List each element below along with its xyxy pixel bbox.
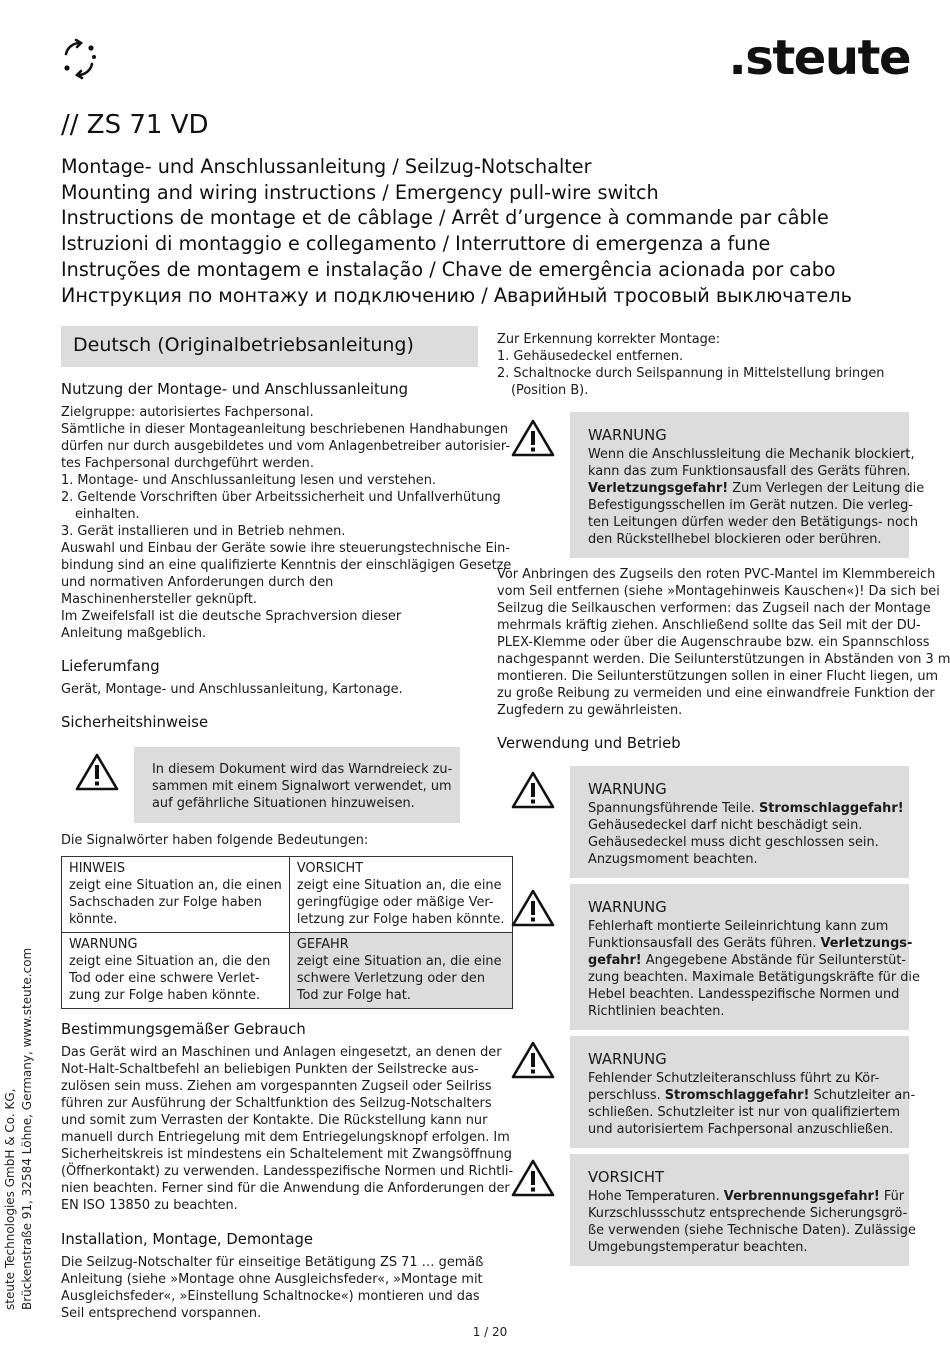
intended-use-line: Das Gerät wird an Maschinen und Anlagen eingesetzt, an denen der: [61, 1045, 502, 1060]
intended-use-section: [61, 1020, 513, 1214]
warning-title: WARNUNG: [588, 1051, 667, 1068]
warning-triangle-icon: [74, 752, 120, 792]
intended-use-line: EN ISO 13850 zu beachten.: [61, 1198, 238, 1213]
rope-line: vom Seil entfernen (siehe »Montagehinweis Kauschen«)! Da sich bei: [497, 584, 940, 599]
subtitle-it: Istruzioni di montaggio e collegamento / Interruttore di emergenza a fune: [61, 232, 771, 256]
caution-line: [588, 1188, 909, 1205]
caution-text: Hohe Temperaturen.: [588, 1189, 724, 1204]
warning-line: schließen. Schutzleiter ist nur von qualifiziertem: [588, 1105, 901, 1120]
rope-line: PLEX-Klemme oder über die Augenschraube bzw. ein Spannschloss: [497, 635, 930, 650]
intended-use-line: Not-Halt-Schaltbefehl an beliebigen Punkten der Seilstrecke aus-: [61, 1062, 479, 1077]
warning-line: Anzugsmoment beachten.: [588, 852, 758, 867]
warning-box-rope: [570, 884, 920, 1030]
signal-word-table: [61, 856, 513, 1009]
safety-section: [61, 713, 208, 733]
intended-use-line: Sicherheitskreis ist mindestens ein Schaltelement mit Zwangsöffnung: [61, 1147, 512, 1162]
warning-line: und autorisiertem Fachpersonal anzuschließen.: [588, 1122, 894, 1137]
check-line: 1. Gehäusedeckel entfernen.: [497, 349, 684, 364]
installation-line: Anleitung (siehe »Montage ohne Ausgleichsfeder«, »Montage mit: [61, 1272, 483, 1287]
warning-line: Fehlender Schutzleiteranschluss führt zu Kör-: [588, 1071, 880, 1086]
warning-line: kann das zum Funktionsausfall des Geräts führen.: [588, 464, 911, 479]
caution-text: Für: [879, 1189, 905, 1204]
intended-use-line: manuell durch Entriegelung mit dem Entriegelungsknopf erfolgen. Im: [61, 1130, 510, 1145]
warning-triangle-icon: [510, 418, 556, 458]
warning-box-cable: [570, 412, 925, 558]
page-number: 1 / 20: [472, 1325, 508, 1339]
warning-line: Fehlerhaft montierte Seileinrichtung kann zum: [588, 919, 889, 934]
installation-line: Die Seilzug-Notschalter für einseitige Betätigung ZS 71 … gemäß: [61, 1255, 484, 1270]
warning-text: perschluss.: [588, 1088, 665, 1103]
warning-text: Angegebene Abstände für Seilunterstüt-: [641, 953, 907, 968]
caution-title: VORSICHT: [588, 1169, 665, 1186]
warning-triangle-icon: [510, 1040, 556, 1080]
installation-line: Seil entsprechend vorspannen.: [61, 1306, 262, 1321]
warning-line: Wenn die Anschlussleitung die Mechanik blockiert,: [588, 447, 915, 462]
table-row: [62, 857, 513, 933]
signal-intro: [61, 832, 368, 849]
signal-desc: Tod zur Folge hat.: [296, 988, 411, 1003]
signal-desc: schwere Verletzung oder den: [296, 971, 486, 986]
usage-heading: Nutzung der Montage- und Anschlussanleitung: [61, 381, 408, 398]
usage-section: [61, 380, 511, 642]
installation-heading: Installation, Montage, Demontage: [61, 1231, 314, 1248]
company-name: steute Technologies GmbH & Co. KG,: [3, 1088, 17, 1310]
warning-line: Gehäusedeckel muss dicht geschlossen sein.: [588, 835, 879, 850]
safety-info-line: auf gefährliche Situationen hinzuweisen.: [152, 796, 415, 811]
warning-line: [588, 480, 925, 497]
rope-line: Seilzug die Seilkauschen verformen: das Zugseil nach der Montage: [497, 601, 931, 616]
intended-use-line: zulösen sein muss. Ziehen am vorgespannten Zugseil oder Seilriss: [61, 1079, 492, 1094]
hazard-text: Verletzungs-: [820, 936, 913, 951]
warning-line: Gehäusedeckel darf nicht beschädigt sein.: [588, 818, 863, 833]
warning-text: Schutzleiter an-: [809, 1088, 916, 1103]
warning-box-voltage: [570, 766, 909, 878]
brand-logo: .steute: [728, 30, 910, 86]
safety-info-box: [134, 747, 460, 823]
subtitle-list: [61, 154, 921, 308]
usage-line: 1. Montage- und Anschlussanleitung lesen und verstehen.: [61, 473, 436, 488]
warning-line: [588, 1087, 916, 1104]
usage-line: bindung sind an eine qualifizierte Kenntnis der einschlägigen Gesetze: [61, 558, 512, 573]
language-header: [61, 326, 478, 367]
warning-triangle-icon: [510, 888, 556, 928]
signal-intro-text: Die Signalwörter haben folgende Bedeutungen:: [61, 833, 369, 848]
warning-line: Richtlinien beachten.: [588, 1004, 725, 1019]
intended-use-line: und somit zum Verrasten der Kontakte. Die Rückstellung kann nur: [61, 1113, 488, 1128]
safety-info-line: In diesem Dokument wird das Warndreieck zu-: [152, 762, 453, 777]
subtitle-ru: Инструкция по монтажу и подключению / Аварийный тросовый выключатель: [61, 283, 852, 307]
warning-title: WARNUNG: [588, 781, 667, 798]
signal-word: HINWEIS: [69, 861, 126, 876]
scope-section: [61, 657, 403, 698]
signal-desc: zeigt eine Situation an, die eine: [296, 954, 502, 969]
warning-box-earth: [570, 1036, 916, 1148]
hazard-text: Stromschlaggefahr!: [758, 801, 904, 816]
warning-line: ten Leitungen dürfen weder den Betätigungs- noch: [588, 515, 919, 530]
warning-line: zung beachten. Maximale Betätigungskräfte für die: [588, 970, 920, 985]
hazard-text: Verletzungsgefahr!: [588, 481, 729, 496]
check-line: 2. Schaltnocke durch Seilspannung in Mittelstellung bringen: [497, 366, 885, 381]
warning-line: [588, 800, 909, 817]
warning-text: Zum Verlegen der Leitung die: [728, 481, 925, 496]
safety-heading: Sicherheitshinweise: [61, 714, 209, 731]
rope-line: nachgespannt werden. Die Seilunterstützungen in Abständen von 3 m: [497, 652, 950, 667]
company-imprint: [2, 947, 42, 1310]
subtitle-pt: Instruções de montagem e instalação / Chave de emergência acionada por cabo: [61, 257, 836, 281]
operation-section: [497, 734, 681, 754]
signal-cell-vorsicht: [289, 857, 512, 933]
usage-line: tes Fachpersonal durchgeführt werden.: [61, 456, 314, 471]
rope-section: [497, 566, 950, 719]
intended-use-line: nien beachten. Ferner sind für die Anwendung die Anforderungen der: [61, 1181, 510, 1196]
installation-section: [61, 1230, 483, 1322]
usage-line: Anleitung maßgeblich.: [61, 626, 207, 641]
caution-line: ße verwenden (siehe Technische Daten). Zulässige: [588, 1223, 916, 1238]
signal-desc: geringfügige oder mäßige Ver-: [296, 895, 494, 910]
safety-info-line: sammen mit einem Signalwort verwendet, um: [152, 779, 452, 794]
check-line: Zur Erkennung korrekter Montage:: [497, 332, 721, 347]
hazard-text: Stromschlaggefahr!: [664, 1088, 810, 1103]
warning-triangle-icon: [510, 770, 556, 810]
table-row: [62, 933, 513, 1009]
signal-desc: letzung zur Folge haben könnte.: [296, 912, 505, 927]
usage-line: einhalten.: [75, 507, 140, 522]
warning-text: Spannungsführende Teile.: [588, 801, 759, 816]
signal-desc: Tod oder eine schwere Verlet-: [69, 971, 260, 986]
signal-desc: zeigt eine Situation an, die den: [69, 954, 271, 969]
signal-desc: zung zur Folge haben könnte.: [69, 988, 261, 1003]
signal-desc: könnte.: [69, 912, 118, 927]
signal-word: GEFAHR: [296, 937, 349, 952]
installation-line: Ausgleichsfeder«, »Einstellung Schaltnocke«) montieren und das: [61, 1289, 480, 1304]
usage-line: Im Zweifelsfall ist die deutsche Sprachversion dieser: [61, 609, 402, 624]
hazard-text: Verbrennungsgefahr!: [723, 1189, 880, 1204]
document-title: // ZS 71 VD: [61, 110, 209, 140]
usage-line: Sämtliche in dieser Montageanleitung beschriebenen Handhabungen: [61, 422, 509, 437]
intended-use-line: führen zur Ausführung der Schaltfunktion des Seilzug-Notschalters: [61, 1096, 492, 1111]
subtitle-fr: Instructions de montage et de câblage / Arrêt d’urgence à commande par câble: [61, 206, 829, 230]
scope-text: Gerät, Montage- und Anschlussanleitung, Kartonage.: [61, 682, 403, 697]
usage-line: Auswahl und Einbau der Geräte sowie ihre steuerungstechnische Ein-: [61, 541, 511, 556]
intended-use-line: (Öffnerkontakt) zu verwenden. Landesspezifische Normen und Richtli-: [61, 1164, 514, 1179]
usage-line: dürfen nur durch ausgebildetes und vom Anlagenbetreiber autorisier-: [61, 439, 510, 454]
usage-line: Zielgruppe: autorisiertes Fachpersonal.: [61, 405, 314, 420]
rope-line: montieren. Die Seilunterstützungen sollen in einer Flucht liegen, um: [497, 669, 939, 684]
signal-word: WARNUNG: [69, 937, 138, 952]
subtitle-de: Montage- und Anschlussanleitung / Seilzug-Notschalter: [61, 155, 592, 178]
warning-triangle-icon: [510, 1158, 556, 1198]
warning-title: WARNUNG: [588, 427, 667, 444]
signal-desc: zeigt eine Situation an, die einen: [69, 878, 282, 893]
check-section: [497, 331, 884, 399]
subtitle-en: Mounting and wiring instructions / Emergency pull-wire switch: [61, 180, 659, 204]
language-header-label: Deutsch (Originalbetriebsanleitung): [73, 334, 414, 356]
usage-line: und normativen Anforderungen durch den: [61, 575, 334, 590]
warning-title: WARNUNG: [588, 899, 667, 916]
signal-desc: zeigt eine Situation an, die eine: [296, 878, 502, 893]
caution-line: Umgebungstemperatur beachten.: [588, 1240, 808, 1255]
rope-line: mehrmals kräftig ziehen. Anschließend sollte das Seil mit der DU-: [497, 618, 921, 633]
rope-line: zu große Reibung zu vermeiden und eine einwandfreie Funktion der: [497, 686, 935, 701]
hazard-text: gefahr!: [588, 953, 642, 968]
signal-cell-warnung: [62, 933, 290, 1009]
usage-line: 3. Gerät installieren und in Betrieb nehmen.: [61, 524, 346, 539]
warning-line: den Rückstellhebel blockieren oder berühren.: [588, 532, 882, 547]
caution-line: Kurzschlussschutz entsprechende Sicherungsgrö-: [588, 1206, 908, 1221]
warning-line: Hebel beachten. Landesspezifische Normen und: [588, 987, 900, 1002]
company-address: Brückenstraße 91, 32584 Löhne, Germany, www.steute.com: [20, 947, 34, 1310]
usage-line: Maschinenhersteller geknüpft.: [61, 592, 258, 607]
intended-use-heading: Bestimmungsgemäßer Gebrauch: [61, 1021, 306, 1038]
warning-line: [588, 952, 909, 969]
warning-line: Befestigungsschellen im Gerät nutzen. Die verleg-: [588, 498, 913, 513]
signal-cell-hinweis: [62, 857, 290, 933]
signal-word: VORSICHT: [296, 861, 364, 876]
rope-line: Vor Anbringen des Zugseils den roten PVC-Mantel im Klemmbereich: [497, 567, 936, 582]
signal-cell-gefahr: [289, 933, 512, 1009]
usage-line: 2. Geltende Vorschriften über Arbeitssicherheit und Unfallverhütung: [61, 490, 501, 505]
signal-desc: Sachschaden zur Folge haben: [69, 895, 262, 910]
scope-heading: Lieferumfang: [61, 658, 160, 675]
check-line: (Position B).: [511, 383, 589, 398]
rope-line: Zugfedern zu gewährleisten.: [497, 703, 683, 718]
warning-text: Funktionsausfall des Geräts führen.: [588, 936, 821, 951]
caution-box-temperature: [570, 1154, 916, 1266]
rotate-arrows-icon: [58, 38, 100, 80]
operation-heading: Verwendung und Betrieb: [497, 735, 681, 752]
warning-line: [588, 935, 913, 952]
